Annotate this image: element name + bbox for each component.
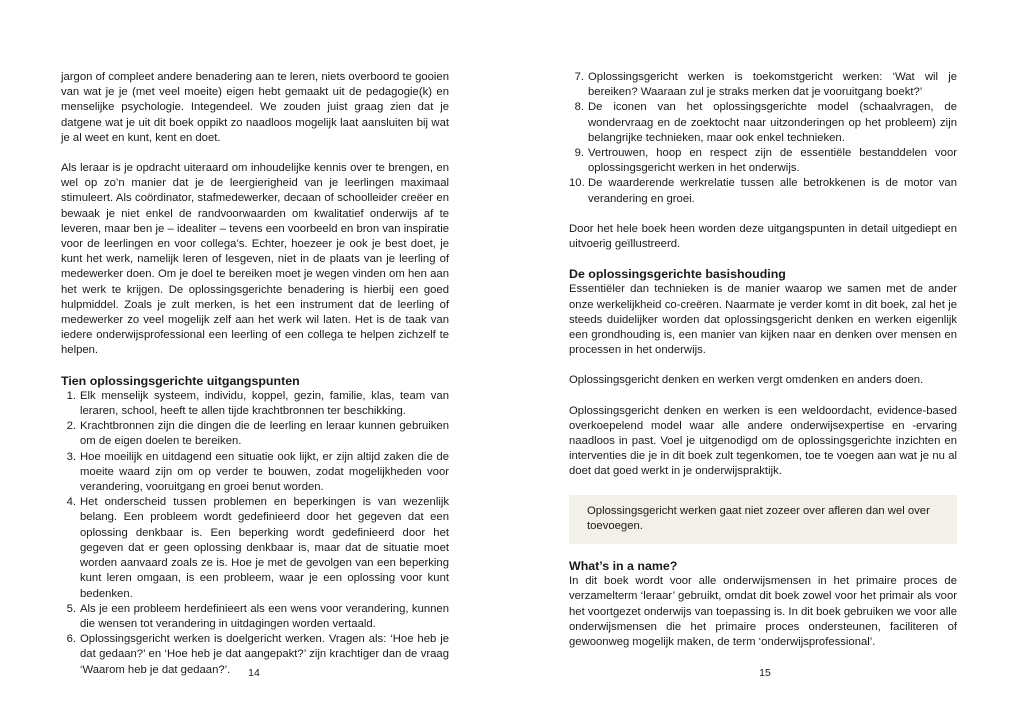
section-heading-name: What’s in a name? [569, 559, 678, 574]
list-number: 7. [574, 71, 584, 83]
list-number: 6. [66, 633, 76, 646]
principles-list-part-2 [569, 70, 957, 207]
callout-text: Oplossingsgericht werken gaat niet zozeer over afleren dan wel over toevoegen. [587, 504, 930, 532]
list-text: Als je een probleem herdefinieert als een wens voor verandering, kunnen die wensen tot verandering in uitdagingen worden vertaald. [80, 602, 449, 630]
list-text: Oplossingsgericht werken is doelgericht werken. Vragen als: ‘Hoe heb je dat gedaan?’ en ‘Hoe heb je dat aangepakt?’ zijn krachtiger dan de vraag ‘Waarom heb je dat gedaan?’. [80, 633, 449, 676]
list-text: Elk menselijk systeem, individu, koppel, gezin, familie, klas, team van leraren, school, heeft te allen tijde krachtbronnen ter beschikking. [80, 389, 449, 418]
list-item [61, 450, 449, 496]
name-paragraph: In dit boek wordt voor alle onderwijsmensen in het primaire proces de verzamelterm ‘leraar’ gebruikt, omdat dit boek zowel voor het primair als voor het voortgezet onderwijs van toepassing is. In dit boek gebruiken we voor alle onderwijsmensen die het primaire proces ondersteunen, faciliteren of gewoonweg mogelijk maken, de term ‘onderwijsprofessional’. [569, 575, 957, 649]
list-item [61, 389, 449, 419]
list-item [569, 100, 957, 146]
list-text: De iconen van het oplossingsgerichte model (schaalvragen, de wondervraag en de zoektocht naar uitzonderingen op het probleem) zijn belangrijke technieken, maar ook enkel technieken. [588, 101, 957, 144]
callout-box [569, 495, 957, 544]
section-heading-basishouding: De oplossingsgerichte basishouding [569, 267, 786, 282]
list-number: 4. [66, 496, 76, 509]
intro-paragraph-1: jargon of compleet andere benadering aan te leren, niets overboord te gooien van wat je je (met veel moeite) eigen hebt gemaakt uit de pedagogie(k) en menselijke psychologie. Integendeel. We zouden juist graag zien dat je datgene wat je uit dit boek oppikt zo naadloos mogelijk laat aansluiten bij wat je al weet en kunt, kent en doet. [61, 71, 449, 144]
list-item [569, 146, 957, 176]
list-item [61, 419, 449, 449]
intro-paragraph-2: Als leraar is je opdracht uiteraard om inhoudelijke kennis over te brengen, en wel op zo’n manier dat je de leergierigheid van je leerlingen maximaal stimuleert. Als coördinator, stafmedewerker, decaan of schoolleider creëer en bewaak je niet enkel de randvoorwaarden om kwalitatief onderwijs af te leveren, maar ben je – idealiter – tevens een voorbeeld en bron van inspiratie voor de leerlingen en voor collega’s. Echter, hoezeer je ook je best doet, je kunt het werk, namelijk leren of lesgeven, niet in de plaats van je leerling of medewerker doen. Om je doel te bereiken moet je wegen vinden om hen aan het werk te krijgen. De oplossingsgerichte benadering is hierbij een goed hulpmiddel. Zoals je zult merken, is het een instrument dat de leerling of medewerker zo veel mogelijk zelf aan het werk wil laten. Het is de taak van iedere onderwijsprofessional een leerling of een collega te helpen zichzelf te helpen. [61, 162, 449, 357]
list-text: Het onderscheid tussen problemen en beperkingen is van wezenlijk belang. Een probleem wordt gedefinieerd door het gegeven dat een oplossing denkbaar is. Een beperking wordt gedefinieerd door het gegeven dat er geen oplossing denkbaar is, maar dat de situatie moet worden aanvaard zoals ze is. Hoe je met de gevolgen van een beperking kunt leren omgaan, is een probleem, waar je een oplossing voor kunt bedenken. [80, 496, 449, 600]
list-text: Hoe moeilijk en uitdagend een situatie ook lijkt, er zijn altijd zaken die de moeite waard zijn om op verder te bouwen, zodat mogelijkheden voor verandering, vooruitgang en groei benut worden. [80, 450, 449, 494]
list-text: Vertrouwen, hoop en respect zijn de essentiële bestanddelen voor oplossingsgericht werken in het onderwijs. [588, 147, 957, 175]
list-item [569, 70, 957, 100]
list-number: 1. [66, 389, 76, 402]
list-item [61, 495, 449, 601]
page-number-right: 15 [759, 667, 771, 679]
list-number: 5. [66, 602, 76, 615]
list-number: 3. [66, 450, 76, 463]
basishouding-paragraph-2: Oplossingsgericht denken en werken vergt omdenken en anders doen. [569, 374, 924, 387]
list-number: 8. [574, 101, 584, 114]
list-text: De waarderende werkrelatie tussen alle betrokkenen is de motor van verandering en groei. [588, 177, 957, 205]
right-page [569, 70, 957, 665]
section-heading-uitgangspunten: Tien oplossingsgerichte uitgangspunten [61, 373, 300, 388]
list-number: 2. [66, 420, 76, 433]
list-item [61, 602, 449, 632]
list-text: Oplossingsgericht werken is toekomstgericht werken: ‘Wat wil je bereiken? Waaraan zul je straks merken dat je vooruitgang boekt?’ [588, 71, 957, 99]
page-number-left: 14 [248, 667, 260, 679]
basishouding-paragraph-3: Oplossingsgericht denken en werken is een weldoordacht, evidence-based overkoepelend model waar alle andere onderwijsexpertise en -ervaring naadloos in past. Voel je uitgenodigd om de oplossingsgerichte inzichten en interventies die je in dit boek zult tegenkomen, toe te voegen aan wat je nu al doet dat goed werkt in je onderwijspraktijk. [569, 404, 957, 478]
list-text: Krachtbronnen zijn die dingen die de leerling en leraar kunnen gebruiken om de eigen doelen te bereiken. [80, 420, 449, 448]
list-number: 9. [574, 147, 584, 160]
basishouding-paragraph-1: Essentiëler dan technieken is de manier waarop we samen met de ander onze werkelijkheid co-creëren. Naarmate je verder komt in dit boek, zal het je steeds duidelijker worden dat oplossingsgericht denken en werken eigenlijk een grondhouding is, een manier van kijken naar en denken over mensen en processen in het onderwijs. [569, 283, 957, 357]
list-item [569, 176, 957, 206]
principles-list-part-1 [61, 389, 449, 678]
list-number: 10. [569, 177, 585, 190]
left-page [61, 70, 449, 693]
after-list-paragraph: Door het hele boek heen worden deze uitgangspunten in detail uitgediept en uitvoerig geïllustreerd. [569, 222, 957, 251]
